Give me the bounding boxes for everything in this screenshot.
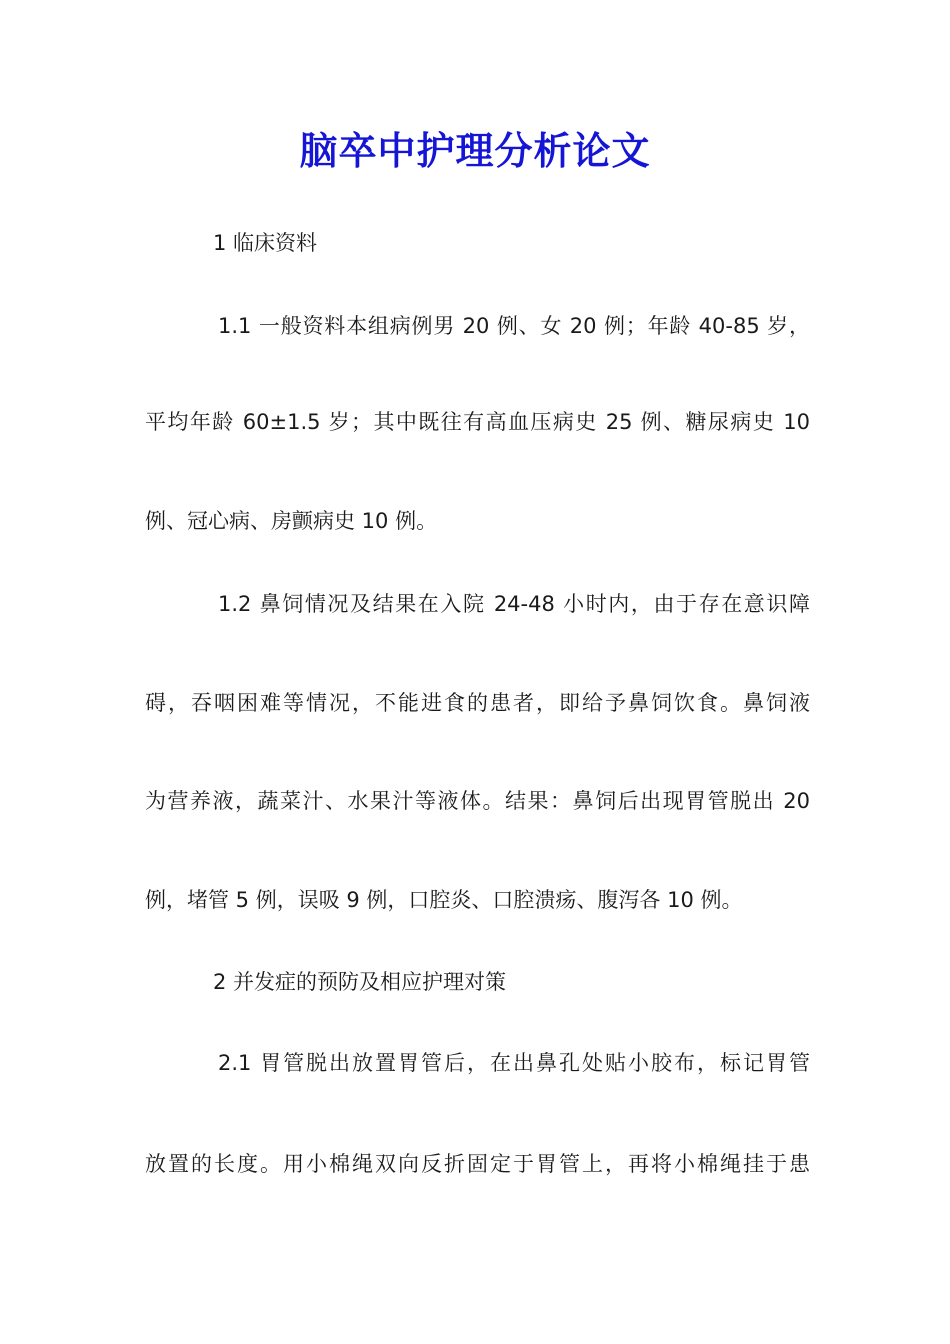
section-heading-1: 1 临床资料	[213, 231, 318, 255]
paragraph-line: 例，堵管 5 例，误吸 9 例，口腔炎、口腔溃疡、腹泻各 10 例。	[145, 888, 743, 912]
paragraph-line: 放置的长度。用小棉绳双向反折固定于胃管上，再将小棉绳挂于患	[145, 1152, 810, 1176]
paragraph-line: 平均年龄 60±1.5 岁；其中既往有高血压病史 25 例、糖尿病史 10	[145, 410, 810, 434]
paragraph-line: 为营养液，蔬菜汁、水果汁等液体。结果：鼻饲后出现胃管脱出 20	[145, 789, 810, 813]
paragraph-line: 1.2 鼻饲情况及结果在入院 24-48 小时内，由于存在意识障	[218, 592, 810, 616]
section-heading-2: 2 并发症的预防及相应护理对策	[213, 970, 507, 994]
paragraph-line: 碍，吞咽困难等情况，不能进食的患者，即给予鼻饲饮食。鼻饲液	[145, 691, 810, 715]
paragraph-line: 1.1 一般资料本组病例男 20 例、女 20 例；年龄 40-85 岁，	[218, 314, 810, 338]
paragraph-line: 2.1 胃管脱出放置胃管后，在出鼻孔处贴小胶布，标记胃管	[218, 1051, 810, 1075]
document-title: 脑卒中护理分析论文	[299, 128, 651, 173]
paragraph-line: 例、冠心病、房颤病史 10 例。	[145, 509, 438, 533]
